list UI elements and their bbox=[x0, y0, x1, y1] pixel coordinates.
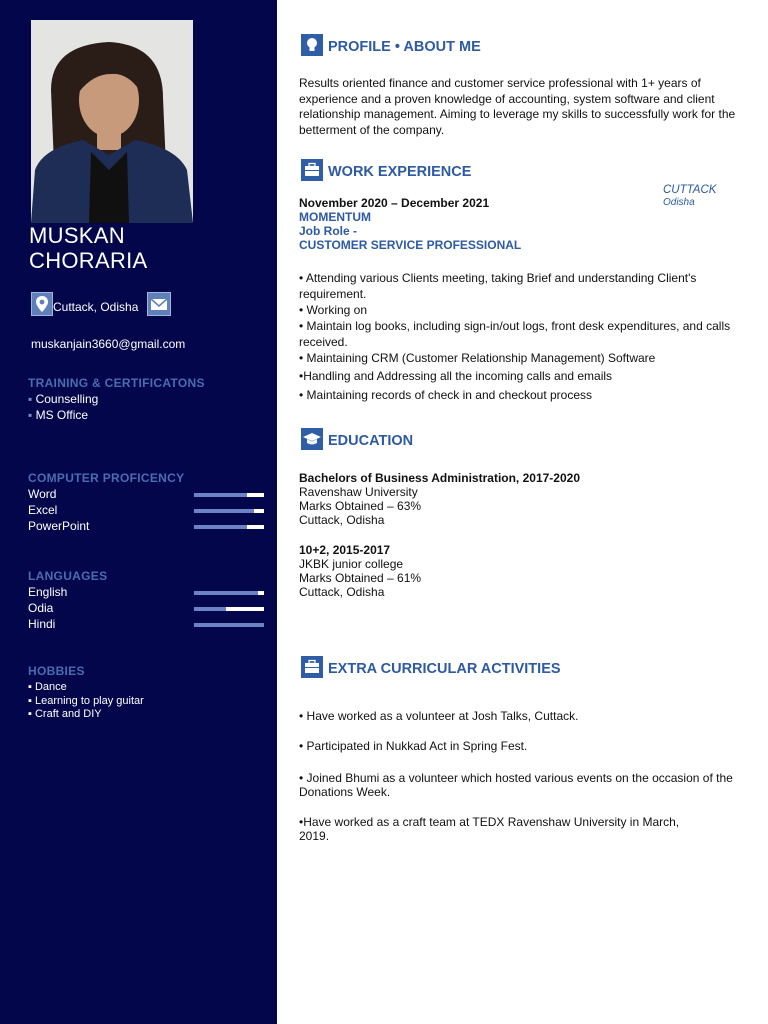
skill-bar bbox=[194, 493, 264, 497]
skill-row-excel bbox=[28, 503, 268, 519]
skill-name: PowerPoint bbox=[28, 519, 90, 533]
extra-item: • Participated in Nukkad Act in Spring Fest. bbox=[299, 739, 528, 753]
hobby-item bbox=[28, 708, 144, 722]
skill-name: Word bbox=[28, 487, 57, 501]
extra-title: EXTRA CURRICULAR ACTIVITIES bbox=[328, 661, 561, 677]
skill-name: Excel bbox=[28, 503, 58, 517]
education-degree: 10+2, 2015-2017 bbox=[299, 543, 391, 557]
language-bar-fill bbox=[194, 591, 258, 595]
education-place: Cuttack, Odisha bbox=[299, 585, 385, 599]
extra-item: • Have worked as a volunteer at Josh Talks, Cuttack. bbox=[299, 709, 579, 723]
bullet-icon: ▪ bbox=[28, 708, 35, 720]
bullet-icon: ▪ bbox=[28, 392, 36, 406]
education-title: EDUCATION bbox=[328, 433, 414, 449]
language-name: Hindi bbox=[28, 617, 56, 631]
education-school: JKBK junior college bbox=[299, 557, 404, 571]
hobbies-heading: HOBBIES bbox=[28, 664, 85, 678]
education-section-heading bbox=[301, 428, 741, 452]
skill-bar bbox=[194, 509, 264, 513]
briefcase-icon bbox=[301, 656, 323, 678]
language-row-hindi bbox=[28, 617, 268, 633]
skill-bar bbox=[194, 525, 264, 529]
education-entry bbox=[299, 471, 580, 527]
language-bar bbox=[194, 591, 264, 595]
work-role-label: Job Role - bbox=[299, 224, 358, 238]
education-entry bbox=[299, 543, 421, 599]
profile-title: PROFILE • ABOUT ME bbox=[328, 39, 481, 55]
sidebar bbox=[0, 0, 277, 1024]
language-row-english bbox=[28, 585, 268, 601]
hobby-label: Learning to play guitar bbox=[34, 694, 144, 707]
training-item bbox=[28, 407, 98, 423]
location-row bbox=[31, 292, 271, 316]
work-state: Odisha bbox=[663, 197, 695, 208]
education-degree: Bachelors of Business Administration, 2017-2020 bbox=[299, 471, 580, 485]
hobby-label: Dance bbox=[34, 681, 67, 693]
extra-section-heading bbox=[301, 656, 741, 680]
work-company: MOMENTUM bbox=[299, 210, 371, 224]
first-name: MUSKAN bbox=[29, 223, 125, 248]
skill-bar-fill bbox=[194, 525, 247, 529]
training-item-label: MS Office bbox=[35, 408, 89, 422]
candidate-name bbox=[29, 223, 148, 273]
language-bar bbox=[194, 607, 264, 611]
profile-photo bbox=[31, 20, 193, 223]
briefcase-icon bbox=[301, 159, 323, 181]
work-duties bbox=[299, 270, 739, 403]
work-role: CUSTOMER SERVICE PROFESSIONAL bbox=[299, 238, 522, 252]
skill-row-powerpoint bbox=[28, 519, 268, 535]
duty-item: • Maintaining CRM (Customer Relationship Management) Software bbox=[299, 351, 656, 365]
education-marks: Marks Obtained – 61% bbox=[299, 571, 422, 585]
profile-summary: Results oriented finance and customer service professional with 1+ years of experience and a proven knowledge of accounting, system software and client relationship management. Aiming to leverage my skills to successfully work for the betterment of the company. bbox=[299, 76, 736, 137]
duty-item: • Maintaining records of check in and checkout process bbox=[299, 388, 593, 402]
graduation-cap-icon bbox=[301, 428, 323, 450]
education-place: Cuttack, Odisha bbox=[299, 513, 385, 527]
training-item-label: Counselling bbox=[35, 392, 99, 406]
work-location bbox=[663, 184, 716, 208]
duty-item: • Working on bbox=[299, 303, 368, 317]
work-city: CUTTACK bbox=[663, 184, 717, 196]
duty-item: •Handling and Addressing all the incoming calls and emails bbox=[299, 369, 613, 383]
duty-item: • Attending various Clients meeting, taking Brief and understanding Client's requirement. bbox=[299, 271, 697, 301]
skill-row-word bbox=[28, 487, 268, 503]
training-heading: TRAINING & CERTIFICATONS bbox=[28, 376, 205, 390]
language-name: English bbox=[28, 585, 68, 599]
training-item bbox=[28, 391, 98, 407]
work-entry-header bbox=[299, 196, 521, 252]
hobbies-list bbox=[28, 681, 144, 722]
education-school: Ravenshaw University bbox=[299, 485, 418, 499]
hobby-item bbox=[28, 681, 144, 695]
skill-bar-fill bbox=[194, 493, 247, 497]
bullet-icon: ▪ bbox=[28, 408, 36, 422]
language-bar-fill bbox=[194, 623, 264, 627]
languages-heading: LANGUAGES bbox=[28, 569, 108, 583]
extra-list bbox=[299, 709, 739, 843]
envelope-icon bbox=[147, 292, 171, 316]
hobby-label: Craft and DIY bbox=[34, 708, 102, 720]
bullet-icon: ▪ bbox=[28, 681, 35, 693]
last-name: CHORARIA bbox=[29, 248, 148, 273]
extra-item: • Joined Bhumi as a volunteer which hosted various events on the occasion of the Donations Week. bbox=[299, 771, 733, 799]
skill-bar-fill bbox=[194, 509, 254, 513]
email-link[interactable]: muskanjain3660@gmail.com bbox=[31, 337, 186, 351]
computer-heading: COMPUTER PROFICENCY bbox=[28, 471, 185, 485]
location-pin-icon bbox=[31, 292, 53, 316]
bullet-icon: ▪ bbox=[28, 694, 35, 707]
work-section-heading bbox=[301, 159, 741, 183]
training-list bbox=[28, 391, 98, 423]
language-name: Odia bbox=[28, 601, 54, 615]
language-bar-fill bbox=[194, 607, 226, 611]
lightbulb-icon bbox=[301, 34, 323, 56]
language-bar bbox=[194, 623, 264, 627]
work-title: WORK EXPERIENCE bbox=[328, 164, 472, 180]
extra-item: •Have worked as a craft team at TEDX Ravenshaw University in March, 2019. bbox=[299, 815, 680, 843]
hobby-item bbox=[28, 695, 144, 709]
location-text: Cuttack, Odisha bbox=[53, 300, 139, 314]
education-marks: Marks Obtained – 63% bbox=[299, 499, 422, 513]
profile-section-heading bbox=[301, 34, 741, 58]
work-dates: November 2020 – December 2021 bbox=[299, 196, 490, 210]
duty-item: • Maintain log books, including sign-in/out logs, front desk expenditures, and calls received. bbox=[299, 319, 731, 349]
language-row-odia bbox=[28, 601, 268, 617]
